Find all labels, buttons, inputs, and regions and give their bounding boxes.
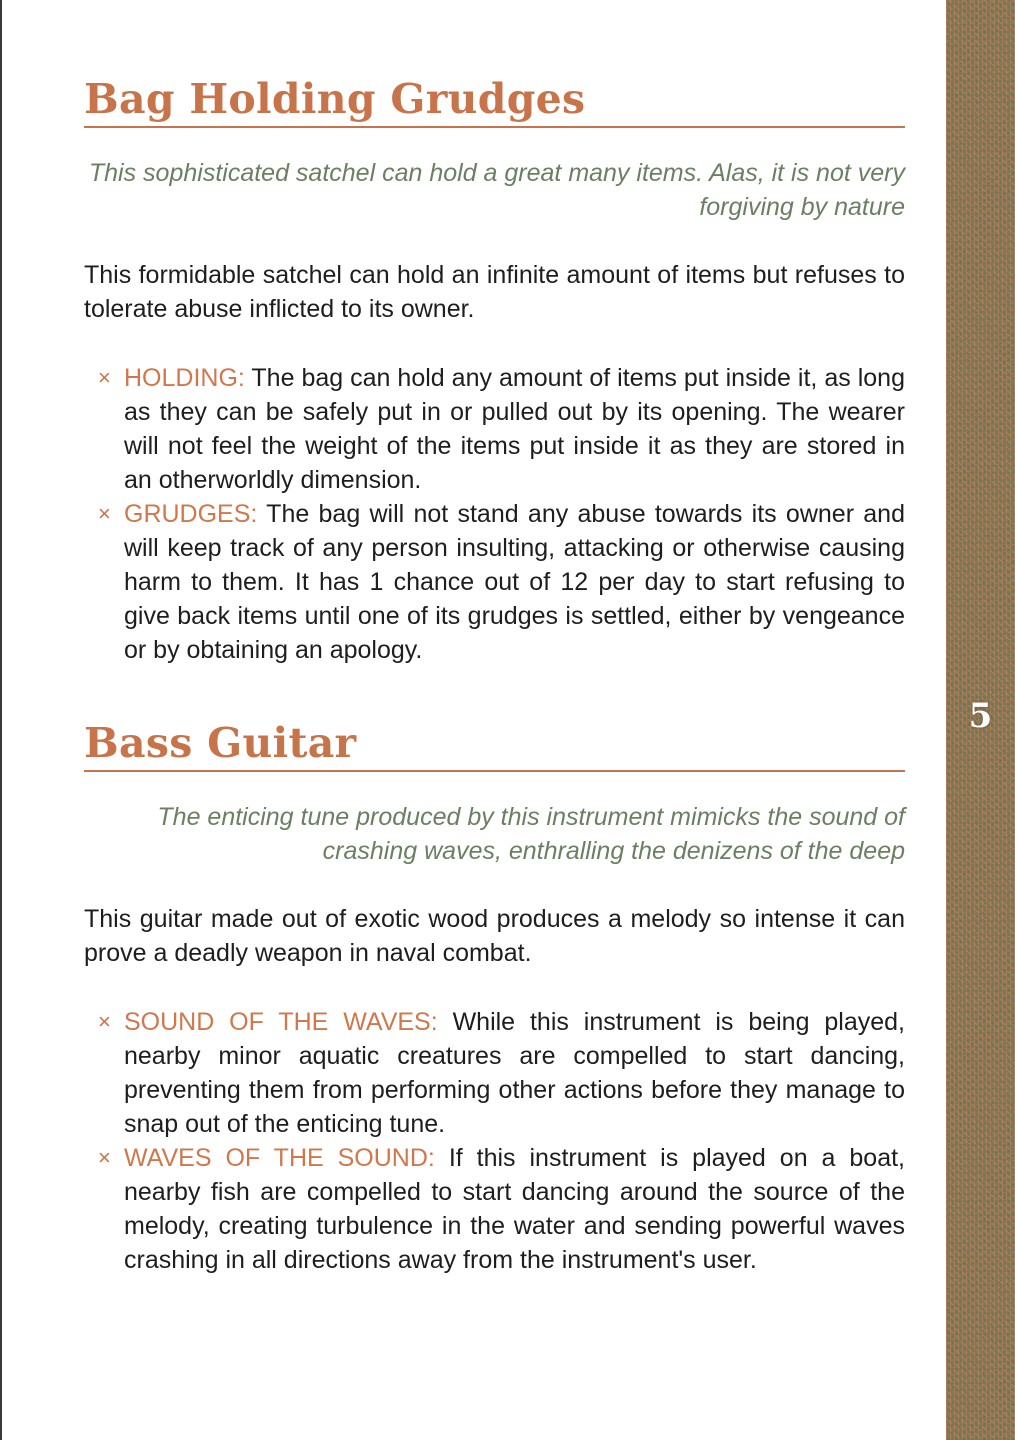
description-block <box>84 902 905 970</box>
feature-list-block <box>84 1005 905 1277</box>
feature-list <box>84 361 905 667</box>
flavor-text: This sophisticated satchel can hold a great many items. Alas, it is not very forgiving by nature <box>88 159 905 221</box>
feature-text: The bag can hold any amount of items put inside it, as long as they can be safely put in or pulled out by its opening. The wearer will not feel the weight of the items put inside it as they are stored in an otherworldly dimension. <box>124 364 905 494</box>
description-block <box>84 258 905 326</box>
item-description: This guitar made out of exotic wood produces a melody so intense it can prove a deadly weapon in naval combat. <box>84 905 905 967</box>
section-bass-guitar <box>84 718 905 772</box>
cross-bullet-icon: × <box>98 365 111 390</box>
feature-label: GRUDGES: <box>124 500 258 528</box>
section-title: Bass Guitar <box>84 718 905 772</box>
feature-label: WAVES OF THE SOUND: <box>124 1144 435 1172</box>
feature-item <box>98 1005 905 1141</box>
feature-item <box>98 497 905 667</box>
cross-bullet-icon: × <box>98 501 111 526</box>
cross-bullet-icon: × <box>98 1009 111 1034</box>
flavor-text-block <box>84 800 905 868</box>
feature-item <box>98 1141 905 1277</box>
page-left-edge <box>0 0 2 1440</box>
feature-text: The bag will not stand any abuse towards its owner and will keep track of any person insulting, attacking or otherwise causing harm to them. It has 1 chance out of 12 per day to start refusing to give back items until one of its grudges is settled, either by vengeance or by obtaining an apology. <box>124 500 905 664</box>
feature-list <box>84 1005 905 1277</box>
feature-text: If this instrument is played on a boat, nearby fish are compelled to start dancing around the source of the melody, creating turbulence in the water and sending powerful waves crashing in all directions away from the instrument's user. <box>124 1144 905 1274</box>
item-description: This formidable satchel can hold an infinite amount of items but refuses to tolerate abuse inflicted to its owner. <box>84 261 905 323</box>
feature-list-block <box>84 361 905 667</box>
flavor-text-block <box>84 156 905 224</box>
page-number: 5 <box>968 696 993 736</box>
flavor-text: The enticing tune produced by this instrument mimicks the sound of crashing waves, enthralling the denizens of the deep <box>157 803 905 865</box>
feature-text: While this instrument is being played, nearby minor aquatic creatures are compelled to start dancing, preventing them from performing other actions before they manage to snap out of the enticing tune. <box>124 1008 905 1138</box>
feature-label: SOUND OF THE WAVES: <box>124 1008 438 1036</box>
cross-bullet-icon: × <box>98 1145 111 1170</box>
feature-label: HOLDING: <box>124 364 245 392</box>
feature-item <box>98 361 905 497</box>
section-bag-holding-grudges <box>84 74 905 128</box>
section-title: Bag Holding Grudges <box>84 74 905 128</box>
